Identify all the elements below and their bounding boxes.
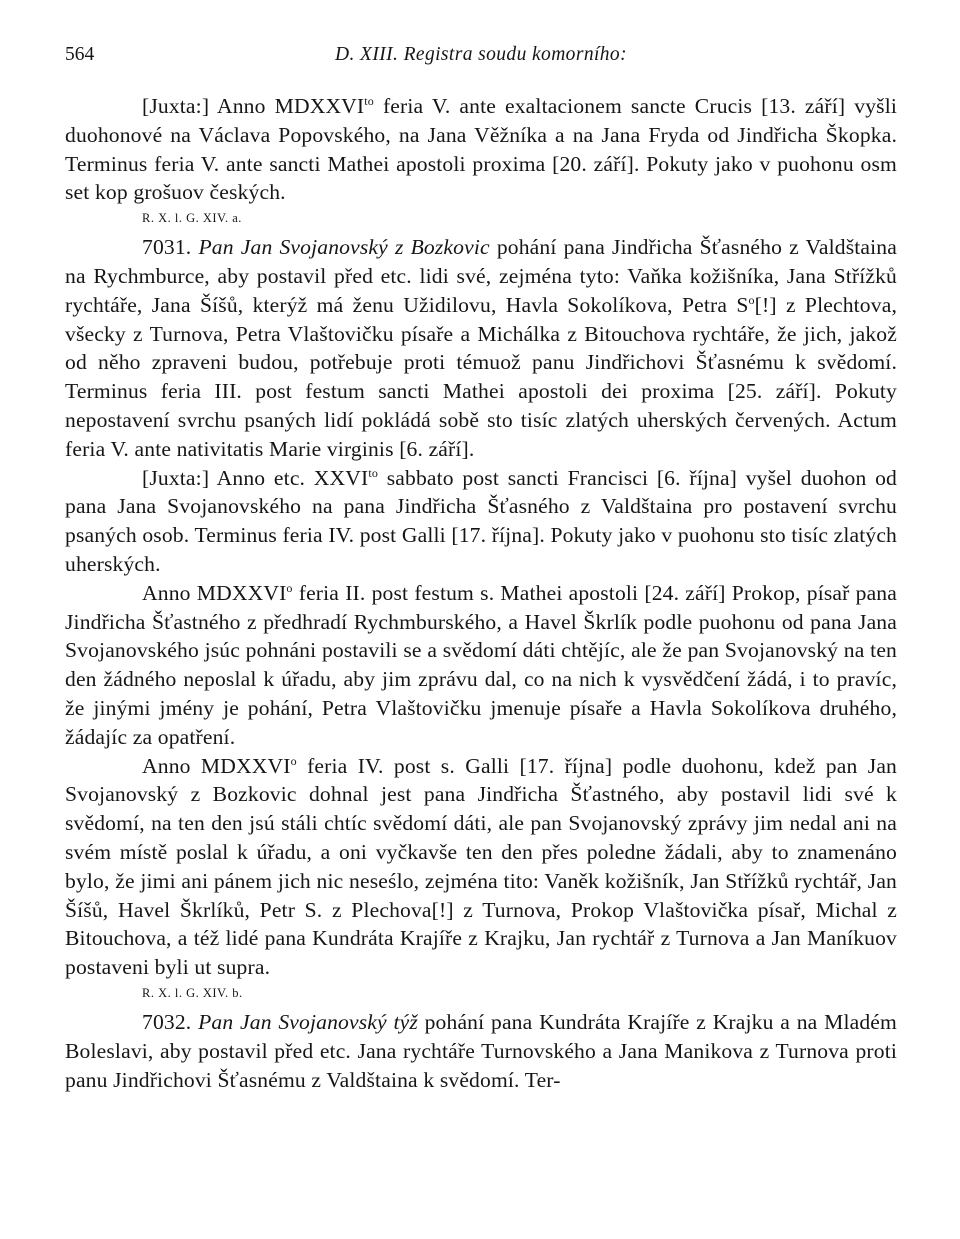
body-text (65, 92, 897, 1094)
archive-reference: R. X. l. G. XIV. a. (142, 211, 242, 226)
entry-party: Pan Jan Svojanovský z Bozkovic (198, 235, 490, 260)
paragraph-juxta-2: [Juxta:] Anno etc. $XXVI^{to}$ sabbato post sancti Francisci [6. října] vyšel duohon od pana Jana Svojanovského na pana Jindřicha Šťasného z Valdštaina pro postavení svrchu psaných osob. Terminus feria IV. post Galli [17. října]. Pokuty jako v puohonu sto tisíc zlatých uherských. (65, 465, 897, 576)
paragraph-anno-2: Anno MDXXVI$^o$ feria IV. post s. Galli [17. října] podle duohonu, kdež pan Jan Svojanovský z Bozkovic dohnal jest pana Jindřicha Šťastného, aby postavil lidi své k svědomí, na ten den jsú stáli chtíc svědomí dáti, ale pan Svojanovský zprávy jim nedal ani na svém místě poslal k úřadu, a oni vyčkavše ten den přes poledne žádali, aby to znamenáno bylo, že jimi ani pánem jich nic neseślo, zejména tito: Vaněk kožišník, Jan Střížků rychtář, Jan Šíšů, Havel Škrlíků, Petr S. z Plechova[!] z Turnova, Prokop Vlaštovička písař, Michal z Bitouchova, a též lidé pana Kundráta Krajíře z Krajku, Jan rychtář z Turnova a Jan Maníkuov postaveni byli ut supra. (65, 753, 897, 980)
entry-party: Pan Jan Svojanovský týž (198, 1009, 418, 1034)
entry-7031: 7031. Pan Jan Svojanovský z Bozkovic pohání pana Jindřicha Šťasného z Valdštaina na Rychmburce, aby postavil před etc. lidi své, zejména tyto: Vaňka kožišníka, Jana Střížků rychtáře, Jana Šíšů, kterýž má ženu Užidilovu, Havla Sokolíkova, Petra $S^o[!]$ z Plechtova, všecky z Turnova, Petra Vlaštovičku písaře a Michálka z Bitouchova rychtáře, že jich, jakož od něho zpraveni budou, potřebuje proti témuož panu Jindřichovi Šťasnému k svědomí. Terminus feria III. post festum sancti Mathei apostoli dei proxima [25. září]. Pokuty nepostavení svrchu psaných lidí pokládá sobě sto tisíc zlatých uherských červených. Actum feria V. ante nativitatis Marie virginis [6. září]. (65, 235, 897, 461)
entry-number: 7032. (142, 1009, 192, 1034)
entry-number: 7031. (142, 235, 192, 260)
entry-7032: 7032. Pan Jan Svojanovský týž pohání pana Kundráta Krajíře z Krajku a na Mladém Boleslavi, aby postavil před etc. Jana rychtáře Turnovského a Jana Manikova z Turnova proti panu Jindřichovi Šťasnému z Valdštaina k svědomí. Ter- (65, 1009, 897, 1092)
document-page (65, 44, 897, 1094)
running-title: D. XIII. Registra soudu komorního: (335, 44, 627, 65)
paragraph-juxta-1: [Juxta:] Anno $MDXXVI^{to}$ feria V. ante exaltacionem sancte Crucis [13. září] vyšli duohonové na Václava Popovského, na Jana Věžníka a na Jana Fryda od Jindřicha Škopka. Terminus feria V. ante sancti Mathei apostoli proxima [20. září]. Pokuty jako v puohonu osm set kop grošuov českých. (65, 93, 897, 205)
page-number: 564 (65, 44, 95, 65)
archive-reference: R. X. l. G. XIV. b. (142, 985, 243, 1000)
page-header (65, 44, 897, 74)
paragraph-anno-1: Anno MDXXVI$^o$ feria II. post festum s. Mathei apostoli [24. září] Prokop, písař pana Jindřicha Šťastného z předhradí Rychmburského, a Havel Škrlík podle puohonu od pana Jana Svojanovského jsúc pohnáni postavili se a svědomí dáti chtějíc, ale že pan Svojanovský na ten den žádného neposlal k úřadu, aby jim zprávu dal, co na nich k vysvědčení žádá, i to pravíc, že jinými jmény je pohání, Petra Vlaštovičku jmenuje písaře a Havla Sokolíkova druhého, žádajíc za opatření. (65, 580, 897, 749)
